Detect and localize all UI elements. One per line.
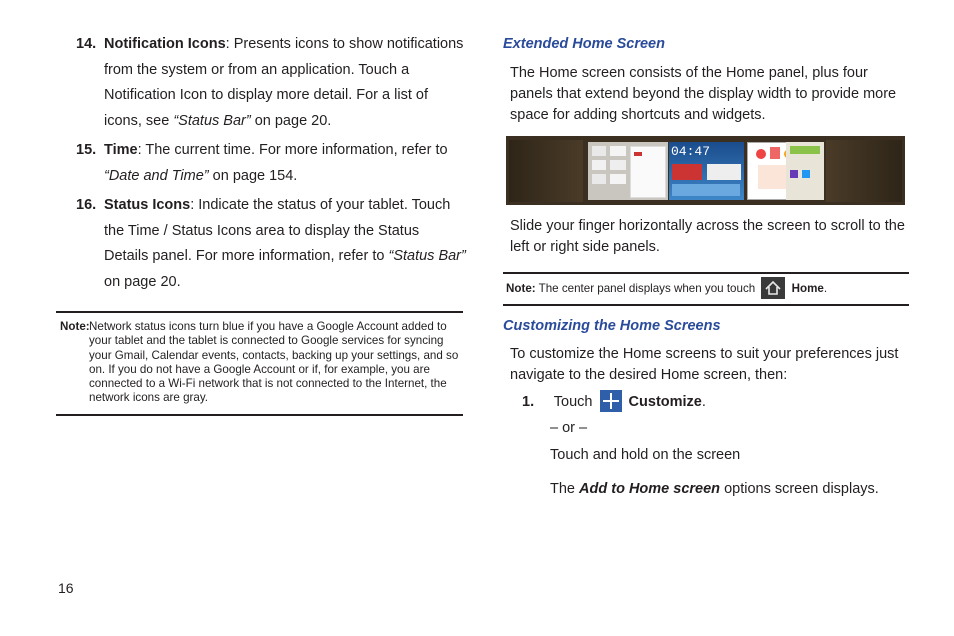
step-1 [522, 391, 706, 413]
center-panel-image [669, 142, 744, 200]
step-number: 1. [522, 394, 535, 410]
customize-label: Customize [628, 394, 702, 410]
item-text [104, 32, 466, 134]
add-to-home-screen-label: Add to Home screen [579, 481, 721, 497]
touch-hold-text: Touch and hold on the screen [550, 447, 741, 463]
date-and-time-link[interactable]: “Date and Time” [104, 167, 209, 184]
item-ref-tail: on page 154. [208, 167, 298, 184]
item-term: Notification Icons [104, 36, 226, 52]
item-term: Time [104, 142, 138, 158]
right-panel-image [786, 142, 824, 200]
item-text [104, 193, 466, 295]
page-number: 16 [58, 580, 74, 596]
item-body: : Indicate the status of your tablet. Touch the Time / Status Icons area to display the Status Details panel. For more information, refer to [104, 197, 451, 264]
home-note [506, 278, 827, 302]
list-item-time [76, 138, 466, 190]
note-text: Network status icons turn blue if you have a Google Account added to your tablet and the tablet is connected to Google services for syncing your Gmail, Calendar events, contacts, backing up your settings, and so on. If you do not have a Google Account or if, for example, you are connected to a Wi-Fi network that is not connected to the Internet, the network icons are gray. [89, 320, 459, 405]
clock-widget: 04:47 [671, 144, 711, 159]
item-number: 16. [76, 197, 97, 213]
step-end: . [701, 394, 706, 410]
note-end: . [823, 282, 828, 296]
add-to-home-line [550, 479, 879, 500]
home-panels-image [506, 136, 905, 205]
home-icon [761, 277, 785, 299]
extended-home-screen-heading: Extended Home Screen [503, 36, 665, 52]
panel-2-image [588, 142, 668, 200]
item-body: : The current time. For more information, refer to [137, 142, 448, 158]
list-item-status-icons [76, 193, 466, 295]
item-body: : Presents icons to show notifications from the system or from an application. Touch a Notification Icon to display more detail. For a list of icons, see [104, 36, 464, 129]
item-ref-tail: on page 20. [104, 273, 181, 290]
item-number: 15. [76, 142, 97, 158]
status-bar-link[interactable]: “Status Bar” [388, 248, 466, 264]
options-text: options screen displays. [724, 481, 879, 497]
or-separator: – or – [550, 420, 588, 436]
list-item-notification-icons [76, 32, 466, 134]
note-bottom-rule [56, 414, 463, 416]
status-bar-link[interactable]: “Status Bar” [173, 112, 251, 129]
item-text [104, 138, 466, 189]
note-label: Note: [60, 320, 90, 333]
home-note-top-rule [503, 272, 909, 274]
item-ref-tail: on page 20. [250, 112, 332, 129]
left-panel-image [509, 140, 583, 202]
note-text: The center panel displays when you touch [538, 282, 756, 296]
item-term: Status Icons [104, 197, 191, 213]
slide-finger-paragraph: Slide your finger horizontally across the screen to scroll to the left or right side panels. [510, 218, 905, 255]
customize-paragraph: To customize the Home screens to suit your preferences just navigate to the desired Home screen, then: [510, 346, 899, 383]
item-number: 14. [76, 36, 97, 52]
the-text: The [550, 481, 575, 497]
customize-plus-icon [600, 390, 622, 412]
home-screen-paragraph: The Home screen consists of the Home panel, plus four panels that extend beyond the display width to provide more space for adding shortcuts and widgets. [510, 65, 897, 123]
note-label: Note: [506, 282, 536, 296]
step-touch-text: Touch [553, 394, 593, 410]
far-right-panel-image [826, 140, 902, 202]
note-top-rule [56, 311, 463, 313]
customizing-heading: Customizing the Home Screens [503, 318, 721, 334]
home-note-bottom-rule [503, 304, 909, 306]
home-label: Home [791, 282, 824, 296]
